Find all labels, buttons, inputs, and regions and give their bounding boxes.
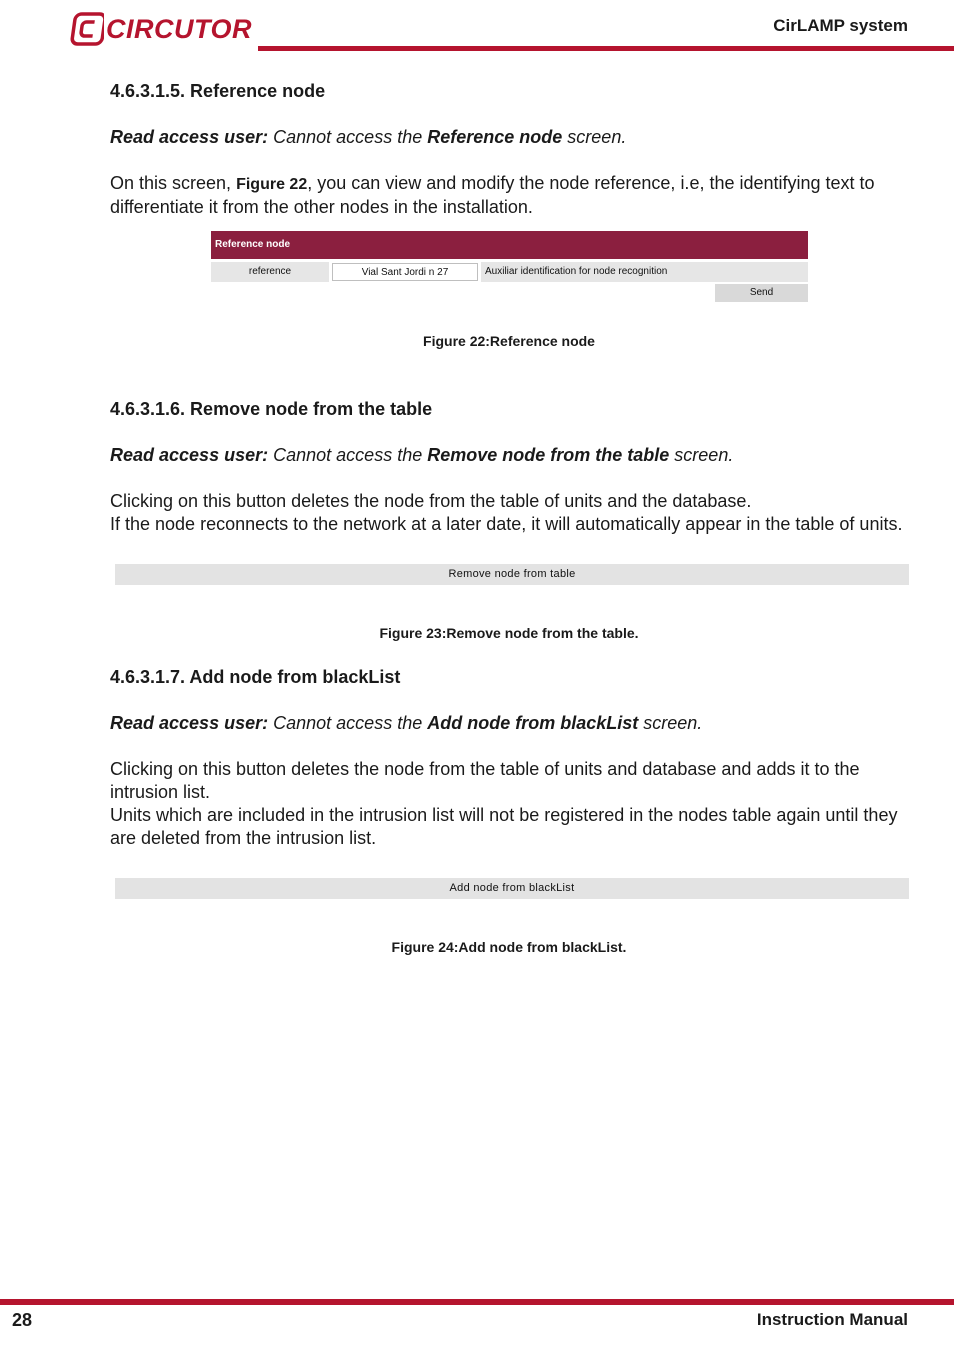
page-number: 28 bbox=[12, 1310, 33, 1330]
section-heading-add-node-blacklist: 4.6.3.1.7. Add node from blackList bbox=[110, 667, 401, 687]
add-node-from-blacklist-button[interactable]: Add node from blackList bbox=[115, 878, 909, 899]
access-note-remove-node bbox=[110, 444, 910, 467]
reference-input[interactable] bbox=[332, 263, 478, 281]
document-title: CirLAMP system bbox=[773, 16, 908, 35]
reference-field-label: reference bbox=[211, 262, 329, 282]
remove-node-from-table-button[interactable]: Remove node from table bbox=[115, 564, 909, 585]
reference-field-help: Auxiliar identification for node recognition bbox=[481, 262, 808, 282]
paragraph-add-node-2: Units which are included in the intrusion list will not be registered in the nodes table again until they are deleted from the intrusion list. bbox=[110, 805, 898, 848]
access-text-end: screen. bbox=[674, 445, 734, 465]
circutor-logo-icon bbox=[70, 12, 104, 46]
access-target: Add node from blackList bbox=[427, 713, 639, 733]
circutor-logo bbox=[70, 12, 253, 46]
access-text: Cannot access the bbox=[273, 445, 423, 465]
figure-caption: Figure 22:Reference node bbox=[423, 333, 595, 349]
access-text: Cannot access the bbox=[273, 713, 423, 733]
access-note-reference-node bbox=[110, 126, 910, 149]
paragraph-text: On this screen, bbox=[110, 173, 232, 193]
figure-reference-node-panel bbox=[211, 231, 808, 303]
footer-rule bbox=[0, 1299, 954, 1305]
paragraph-reference-node bbox=[110, 172, 910, 219]
footer-title: Instruction Manual bbox=[756, 1310, 908, 1329]
figure-reference: Figure 22 bbox=[236, 176, 308, 193]
paragraph-remove-node-1: Clicking on this button deletes the node from the table of units and the database. bbox=[110, 491, 752, 511]
access-label: Read access user: bbox=[110, 445, 269, 465]
access-label: Read access user: bbox=[110, 713, 269, 733]
figure-caption: Figure 24:Add node from blackList. bbox=[391, 939, 627, 955]
access-text-end: screen. bbox=[643, 713, 703, 733]
header-rule bbox=[258, 46, 954, 51]
paragraph-remove-node-2: If the node reconnects to the network at a later date, it will automatically appear in the table of units. bbox=[110, 514, 903, 534]
access-note-add-node-blacklist bbox=[110, 712, 910, 735]
figure-caption: Figure 23:Remove node from the table. bbox=[379, 625, 639, 641]
panel-title: Reference node bbox=[211, 231, 808, 259]
access-text: Cannot access the bbox=[273, 127, 423, 147]
access-target: Remove node from the table bbox=[427, 445, 670, 465]
paragraph-text-continued: , you can view and modify the node reference, i.e, the identifying text to differentiate it from the other nodes in the installation. bbox=[110, 173, 875, 217]
access-label: Read access user: bbox=[110, 127, 269, 147]
access-target: Reference node bbox=[427, 127, 563, 147]
section-heading-remove-node: 4.6.3.1.6. Remove node from the table bbox=[110, 399, 433, 419]
logo-wordmark: CIRCUTOR bbox=[106, 14, 253, 44]
section-heading-reference-node: 4.6.3.1.5. Reference node bbox=[110, 81, 326, 101]
paragraph-add-node-1: Clicking on this button deletes the node from the table of units and database and adds it to the intrusion list. bbox=[110, 759, 860, 802]
access-text-end: screen. bbox=[567, 127, 627, 147]
send-button[interactable]: Send bbox=[715, 284, 808, 302]
